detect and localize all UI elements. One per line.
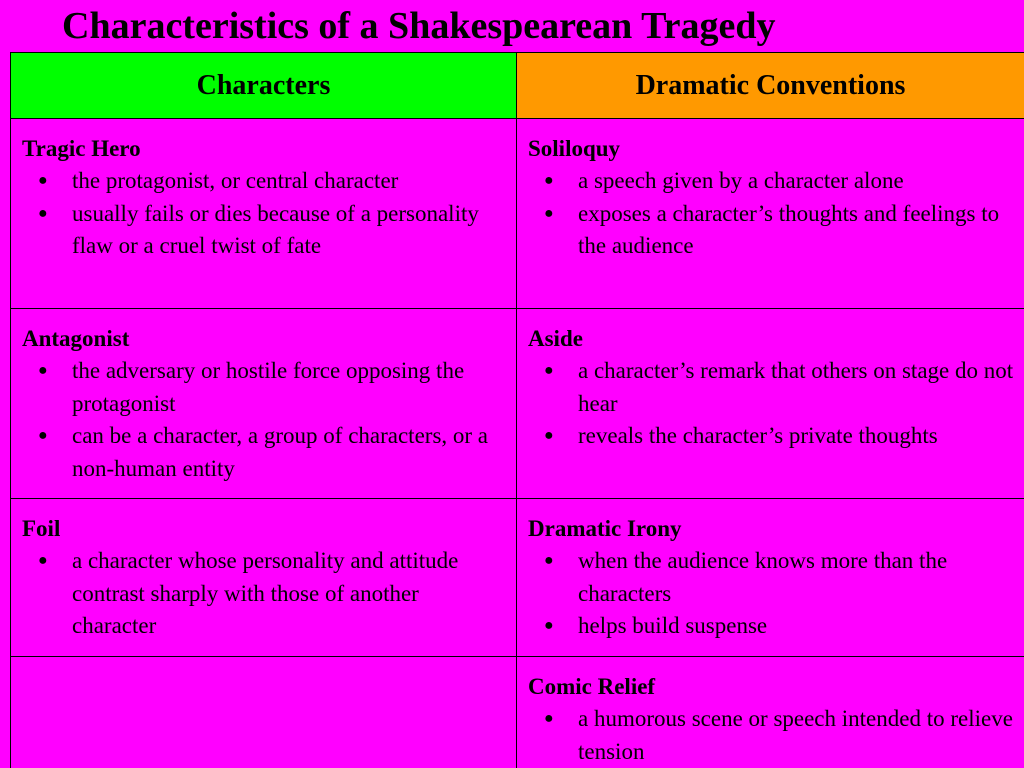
bullet-list: [528, 545, 1014, 643]
bullet-text: exposes a character’s thoughts and feelings to the audience: [578, 200, 1000, 258]
list-item: [22, 545, 506, 643]
list-item: [22, 355, 506, 420]
characters-cell-tragic-hero: [11, 119, 517, 309]
list-item: [528, 545, 1014, 610]
list-item: [528, 355, 1014, 420]
list-item: [22, 198, 506, 263]
conventions-column-header: Dramatic Conventions: [517, 53, 1024, 119]
bullet-dot-icon: ●: [544, 172, 554, 189]
table-row: [11, 657, 1024, 768]
bullet-list: [22, 355, 506, 485]
list-item: [528, 420, 1014, 453]
bullet-dot-icon: ●: [38, 362, 48, 379]
bullet-text: helps build suspense: [578, 613, 768, 638]
term-antagonist: Antagonist: [22, 326, 130, 351]
bullet-text: the adversary or hostile force opposing the protagonist: [72, 358, 465, 416]
bullet-text: a character’s remark that others on stage do not hear: [578, 358, 1014, 416]
bullet-dot-icon: ●: [38, 427, 48, 444]
characteristics-table: [10, 52, 1024, 768]
conventions-cell-dramatic-irony: [517, 499, 1024, 657]
bullet-dot-icon: ●: [544, 362, 554, 379]
table-row: [11, 499, 1024, 657]
bullet-dot-icon: ●: [544, 552, 554, 569]
page-title: Characteristics of a Shakespearean Tragedy: [62, 5, 776, 47]
term-aside: Aside: [528, 326, 583, 351]
bullet-dot-icon: ●: [544, 710, 554, 727]
characters-column-header: Characters: [11, 53, 517, 119]
bullet-dot-icon: ●: [544, 204, 554, 222]
bullet-text: can be a character, a group of characters, or a non-human entity: [72, 423, 489, 481]
bullet-text: when the audience knows more than the characters: [578, 548, 948, 606]
term-dramatic-irony: Dramatic Irony: [528, 516, 682, 541]
conventions-cell-soliloquy: [517, 119, 1024, 309]
bullet-dot-icon: ●: [544, 617, 554, 634]
term-comic-relief: Comic Relief: [528, 674, 656, 699]
term-tragic-hero: Tragic Hero: [22, 136, 141, 161]
list-item: [22, 420, 506, 485]
term-foil: Foil: [22, 516, 61, 541]
bullet-text: a speech given by a character alone: [578, 168, 904, 193]
bullet-list: [528, 703, 1014, 768]
list-item: [528, 198, 1014, 263]
table-header-row: [11, 53, 1024, 119]
list-item: [528, 703, 1014, 768]
characters-cell-foil: [11, 499, 517, 657]
bullet-text: a humorous scene or speech intended to relieve tension: [578, 706, 1013, 764]
bullet-list: [22, 545, 506, 643]
bullet-list: [528, 355, 1014, 453]
bullet-text: a character whose personality and attitude contrast sharply with those of another character: [72, 548, 459, 638]
bullet-dot-icon: ●: [38, 172, 48, 189]
bullet-list: [528, 165, 1014, 263]
bullet-dot-icon: ●: [544, 427, 554, 444]
table-row: [11, 309, 1024, 499]
term-soliloquy: Soliloquy: [528, 136, 621, 161]
bullet-dot-icon: ●: [38, 204, 48, 222]
bullet-text: usually fails or dies because of a personality flaw or a cruel twist of fate: [72, 200, 479, 258]
bullet-text: the protagonist, or central character: [72, 168, 399, 193]
conventions-cell-aside: [517, 309, 1024, 499]
bullet-list: [22, 165, 506, 263]
table-row: [11, 119, 1024, 309]
bullet-text: reveals the character’s private thoughts: [578, 423, 938, 448]
list-item: [22, 165, 506, 198]
characters-cell-antagonist: [11, 309, 517, 499]
bullet-dot-icon: ●: [38, 552, 48, 569]
list-item: [528, 610, 1014, 643]
conventions-cell-comic-relief: [517, 657, 1024, 768]
characters-cell-empty: [11, 657, 517, 768]
list-item: [528, 165, 1014, 198]
